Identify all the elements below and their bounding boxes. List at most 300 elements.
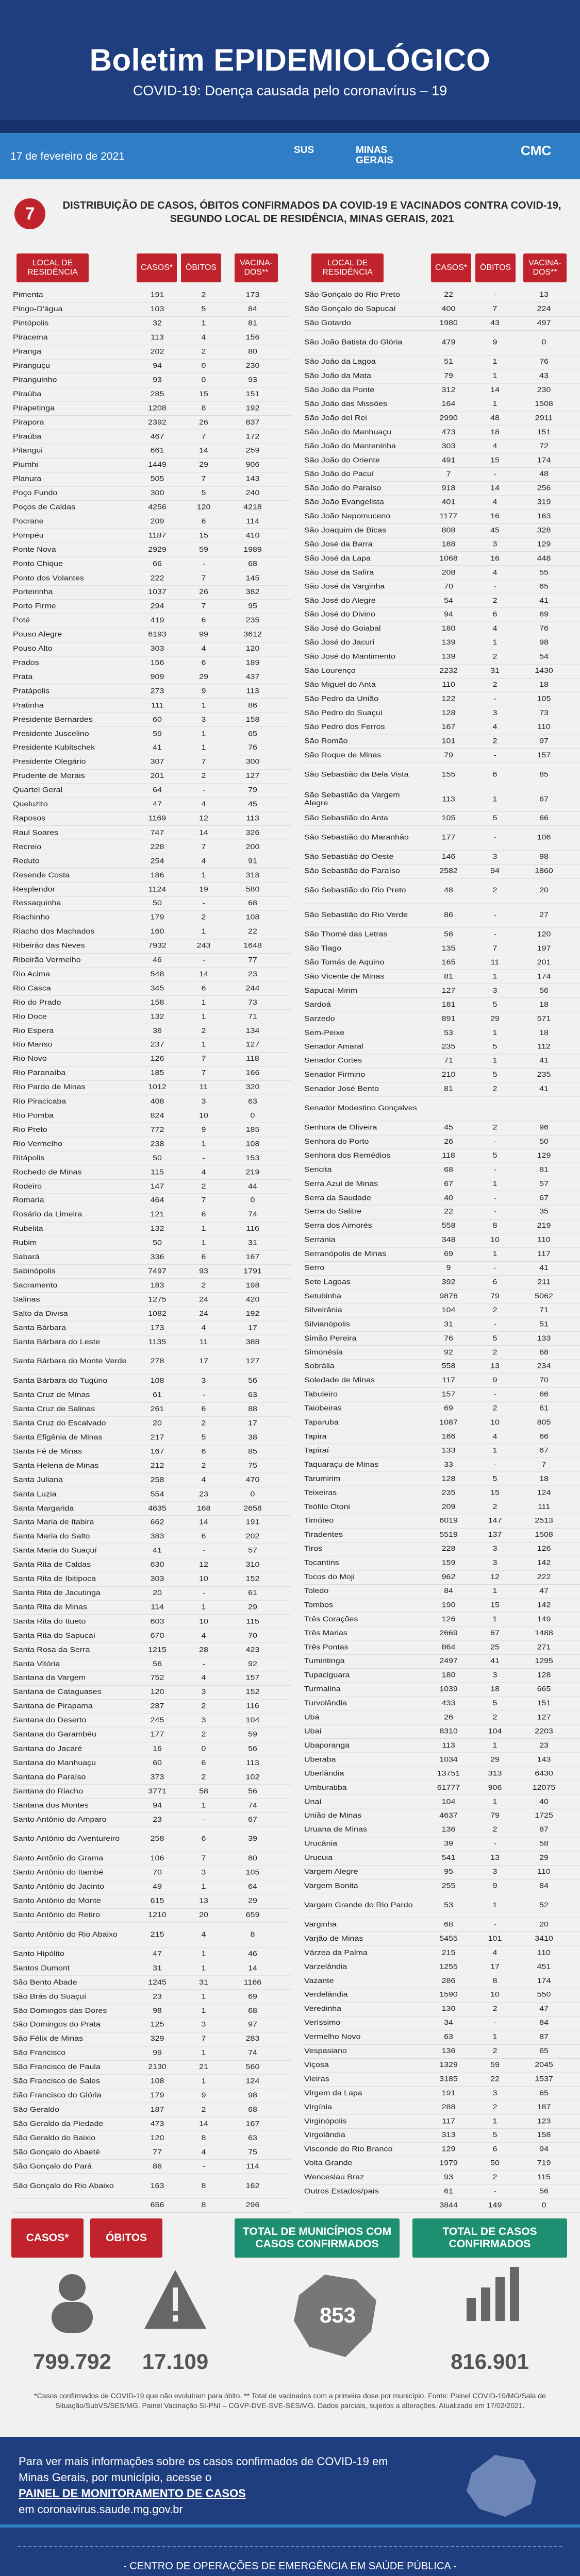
cell-casos: 45	[444, 1124, 453, 1132]
table-row	[304, 1795, 580, 1809]
cell-obitos: 1	[201, 2049, 206, 2057]
cell-vacinados: 192	[245, 404, 260, 412]
cell-vacinados: 81	[539, 1166, 549, 1174]
cell-obitos: 149	[488, 2201, 502, 2210]
cell-casos: 345	[150, 985, 164, 992]
cell-name: Pocrane	[13, 517, 44, 526]
table-row	[13, 755, 291, 769]
cell-vacinados: 134	[245, 1027, 260, 1035]
cell-obitos: 2	[201, 1702, 206, 1710]
panel-text	[19, 2453, 410, 2517]
cell-casos: 1068	[439, 554, 458, 563]
cell-vacinados: 67	[248, 1816, 257, 1823]
cell-vacinados: 41	[539, 597, 549, 605]
cell-name: Sericita	[304, 1166, 332, 1174]
table-row	[304, 397, 580, 411]
cell-obitos: -	[493, 1138, 496, 1146]
cell-name: Resende Costa	[13, 871, 70, 879]
cell-name: Serrania	[304, 1236, 336, 1244]
table-row	[13, 1279, 291, 1293]
cell-name: Pingo-D'água	[13, 306, 63, 313]
cell-name: Ribeirão das Neves	[13, 942, 85, 950]
cell-vacinados: 57	[539, 1180, 549, 1188]
cell-obitos: 6	[492, 1278, 498, 1286]
table-row	[13, 670, 291, 684]
table-row	[304, 426, 580, 439]
section-title: DISTRIBUIÇÃO DE CASOS, ÓBITOS CONFIRMADOS DA COVID-19 E VACINADOS CONTRA COVID-19, SEGUNDO LOCAL DE RESIDÊNCIA, MINAS GERAIS, 2021	[62, 200, 561, 225]
cell-name: Pompéu	[13, 532, 44, 539]
table-row	[304, 1946, 580, 1960]
cell-vacinados: 0	[250, 1112, 255, 1120]
table-row	[13, 515, 291, 529]
cell-vacinados: 192	[245, 1310, 260, 1318]
cell-name: Riacho dos Machados	[13, 928, 95, 936]
table-row	[13, 1038, 291, 1052]
cell-vacinados: 187	[537, 2103, 551, 2111]
cell-obitos: -	[493, 291, 496, 299]
cell-casos: 50	[153, 1239, 162, 1247]
dashboard-link[interactable]: PAINEL DE MONITORAMENTO DE CASOS	[19, 2487, 246, 2500]
cell-obitos: 16	[490, 554, 500, 563]
cell-vacinados: 320	[245, 1083, 260, 1091]
cell-vacinados: 7	[541, 1461, 546, 1469]
cell-obitos: -	[202, 786, 205, 794]
cell-vacinados: 110	[537, 1868, 551, 1876]
cell-casos: 1449	[148, 461, 167, 469]
cell-vacinados: 665	[537, 1685, 551, 1693]
cell-name: São João Evangelista	[304, 498, 384, 506]
cell-vacinados: 31	[248, 1239, 257, 1247]
cell-name: São João do Paraíso	[304, 484, 382, 492]
cell-obitos: 6	[201, 617, 206, 624]
cell-name: Virgem da Lapa	[304, 2089, 362, 2097]
cell-name: Teixeiras	[304, 1489, 337, 1497]
table-row	[304, 762, 580, 787]
cell-name: São João do Pacuí	[304, 470, 374, 478]
cell-casos: 167	[441, 723, 456, 731]
cell-obitos: -	[493, 1461, 496, 1469]
cell-name: Prudente de Morais	[13, 772, 85, 780]
cell-obitos: 8	[201, 2182, 206, 2190]
cell-vacinados: 46	[248, 1950, 257, 1958]
cell-obitos: 29	[199, 461, 208, 469]
panel-text-2: em coronavirus.saude.mg.gov.br	[19, 2503, 183, 2516]
cell-name: Sacramento	[13, 1281, 58, 1290]
cell-casos: 113	[442, 795, 455, 803]
cell-vacinados: 80	[248, 348, 257, 356]
cell-name: Pouso Alto	[13, 645, 53, 653]
table-row	[304, 1082, 580, 1096]
cell-name: Tarumirim	[304, 1475, 341, 1483]
cell-casos: 46	[153, 956, 162, 964]
table-row	[13, 1601, 291, 1615]
cell-casos: 129	[441, 2145, 456, 2154]
cell-name: São Sebastião do Anta	[304, 815, 388, 822]
cell-obitos: 2	[492, 1714, 498, 1721]
table-row	[13, 1947, 291, 1961]
table-row	[13, 543, 291, 557]
cell-casos: 61777	[437, 1784, 460, 1792]
cell-casos: 139	[441, 653, 456, 661]
cell-obitos: 3	[201, 1869, 206, 1877]
cell-casos: 1124	[148, 885, 167, 893]
cell-name: Varginha	[304, 1921, 337, 1929]
cell-vacinados: 318	[245, 871, 260, 879]
cell-name: São Domingos das Dores	[13, 2007, 107, 2014]
cell-casos: 670	[150, 1632, 164, 1640]
cell-vacinados: 172	[245, 433, 260, 440]
cell-obitos: 1	[492, 1615, 498, 1623]
cell-obitos: 67	[490, 1629, 500, 1637]
table-row	[13, 1629, 291, 1643]
cell-obitos: -	[493, 2188, 496, 2195]
cell-obitos: -	[202, 1589, 205, 1597]
cell-casos: 278	[150, 1358, 164, 1365]
cell-obitos: 3	[492, 1868, 498, 1876]
cell-name: Poços de Caldas	[13, 503, 75, 512]
cell-casos: 258	[150, 1835, 164, 1843]
cell-casos: 215	[150, 1930, 164, 1939]
cell-name: Santa Luzia	[13, 1490, 57, 1498]
cell-obitos: -	[493, 583, 496, 590]
cell-obitos: 11	[199, 1083, 208, 1091]
cell-casos: 752	[150, 1674, 164, 1682]
cell-casos: 630	[150, 1561, 164, 1569]
cell-casos: 336	[150, 1253, 164, 1261]
table-row	[13, 2160, 291, 2174]
cell-vacinados: 8	[250, 1930, 255, 1939]
cell-obitos: 3	[492, 540, 498, 548]
cell-vacinados: 56	[539, 2188, 549, 2195]
table-row	[13, 1123, 291, 1137]
cell-name: São Geraldo do Baixio	[13, 2134, 96, 2142]
cell-casos: 121	[150, 1211, 164, 1218]
cell-name: São Tomás de Aquino	[304, 959, 385, 967]
cell-casos: 36	[153, 1027, 162, 1035]
cell-vacinados: 328	[537, 527, 551, 534]
cell-name: Prata	[13, 673, 33, 681]
cell-casos: 464	[150, 1196, 164, 1205]
cell-vacinados: 153	[245, 1154, 260, 1162]
cell-obitos: -	[202, 900, 205, 907]
cell-obitos: 2	[201, 1281, 206, 1290]
table-row	[13, 2174, 291, 2198]
table-row	[304, 2171, 580, 2185]
table-row	[304, 636, 580, 650]
cell-vacinados: 56	[248, 1745, 257, 1753]
table-row	[13, 1770, 291, 1784]
cell-name: Resplendor	[13, 885, 55, 893]
cell-name: Santana do Manhuaçu	[13, 1759, 96, 1767]
cell-obitos: 2	[492, 1503, 498, 1511]
table-row	[304, 1486, 580, 1500]
cell-name: São João da Ponte	[304, 386, 375, 394]
table-row	[13, 1714, 291, 1728]
table-row	[304, 1026, 580, 1040]
cell-vacinados: 1791	[243, 1267, 262, 1275]
cell-vacinados: 68	[248, 2106, 257, 2114]
sus-logo: SUS	[294, 145, 314, 156]
cell-name: Tocos do Moji	[304, 1573, 355, 1581]
cell-vacinados: 224	[537, 305, 551, 313]
cell-vacinados: 133	[537, 1334, 551, 1342]
table-row	[304, 1012, 580, 1026]
table-row	[304, 1096, 580, 1121]
cell-obitos: 1	[201, 744, 206, 752]
cell-name: São João Nepomuceno	[304, 512, 391, 520]
cell-vacinados: 68	[539, 1348, 549, 1357]
cell-name: Santa Cruz de Salinas	[13, 1405, 95, 1413]
cell-vacinados: 88	[248, 1405, 257, 1413]
cell-obitos: -	[493, 1391, 496, 1398]
cell-obitos: 14	[490, 386, 500, 394]
cell-name: Senador Cortes	[304, 1057, 362, 1065]
table-row	[13, 1024, 291, 1038]
cell-vacinados: 18	[539, 1475, 549, 1483]
cell-obitos: 313	[488, 1770, 502, 1777]
cell-name: Santo Antônio do Grama	[13, 1854, 104, 1862]
cell-obitos: 2	[492, 1404, 498, 1413]
cell-name: Taparuba	[304, 1418, 339, 1427]
table-row	[13, 1686, 291, 1700]
cell-obitos: 4	[201, 1324, 206, 1332]
cell-vacinados: 39	[248, 1835, 257, 1843]
cell-name: Reduto	[13, 857, 40, 865]
table-row	[304, 1697, 580, 1711]
obitos-label: ÓBITOS	[90, 2218, 162, 2258]
cell-name: São João do Oriente	[304, 456, 380, 464]
cell-vacinados: 44	[248, 1182, 257, 1191]
cell-casos: 128	[441, 709, 456, 717]
table-row	[304, 482, 580, 496]
table-row	[13, 459, 291, 472]
casos-label: CASOS*	[11, 2218, 84, 2258]
cell-casos: 212	[150, 1462, 164, 1470]
cell-casos: 1245	[148, 1978, 167, 1987]
cell-vacinados: 198	[245, 1281, 260, 1290]
cell-vacinados: 70	[248, 1632, 257, 1640]
cell-name: Taquaraçu de Minas	[304, 1461, 379, 1469]
cell-casos: 190	[441, 1601, 456, 1609]
cell-vacinados: 66	[539, 1433, 549, 1440]
cell-obitos: 41	[490, 1657, 500, 1665]
cell-vacinados: 113	[246, 815, 259, 823]
cell-vacinados: 68	[248, 900, 257, 907]
cell-vacinados: 2911	[535, 414, 553, 422]
table-row	[13, 1081, 291, 1095]
cell-casos: 1034	[439, 1756, 458, 1764]
cell-obitos: -	[202, 560, 205, 568]
cell-obitos: 25	[490, 1643, 500, 1651]
cell-casos: 300	[150, 489, 164, 497]
table-row	[304, 903, 580, 928]
table-row	[13, 1375, 291, 1388]
cell-name: Senador José Bento	[304, 1085, 379, 1093]
cell-vacinados: 0	[250, 1490, 255, 1498]
cell-vacinados: 116	[246, 1702, 259, 1710]
cell-obitos: 4	[201, 2148, 206, 2156]
cell-obitos: 1	[201, 1992, 206, 2001]
cell-casos: 77	[153, 2148, 162, 2156]
cell-vacinados: 167	[245, 1253, 260, 1261]
cell-obitos: 2	[201, 291, 206, 299]
cell-name: São Sebastião do Oeste	[304, 853, 394, 861]
cell-obitos: 14	[490, 484, 500, 492]
table-row	[304, 1191, 580, 1205]
cell-obitos: 5	[201, 489, 206, 497]
cell-name: Santana dos Montes	[13, 1801, 89, 1809]
cell-casos: 1590	[439, 1991, 458, 1999]
cell-obitos: 1	[201, 2077, 206, 2086]
header-obitos-right: ÓBITOS	[475, 253, 516, 282]
cell-vacinados: 142	[537, 1601, 551, 1609]
cell-name: Turmalina	[304, 1685, 341, 1693]
cell-name: Veríssimo	[304, 2019, 341, 2027]
cell-name: São José do Mantimento	[304, 653, 395, 661]
cell-casos: 94	[153, 1801, 162, 1809]
cell-vacinados: 114	[246, 517, 259, 526]
cell-casos: 60	[153, 1759, 162, 1767]
table-row	[304, 1219, 580, 1233]
table-row	[13, 1459, 291, 1473]
cell-obitos: 2	[492, 1085, 498, 1093]
cell-name: Santa Rita de Minas	[13, 1603, 88, 1612]
cell-casos: 133	[441, 1447, 456, 1454]
cell-obitos: 12	[199, 815, 208, 823]
cell-vacinados: 38	[248, 1433, 257, 1442]
cell-vacinados: 75	[248, 2148, 257, 2156]
cell-obitos: 2	[492, 2174, 498, 2181]
cell-vacinados: 104	[245, 1717, 260, 1724]
cell-name: São José do Divino	[304, 611, 375, 619]
table-row	[13, 1615, 291, 1629]
cell-name: Santo Antônio do Jacinto	[13, 1883, 105, 1891]
table-row	[13, 1445, 291, 1459]
cell-casos: 51	[444, 358, 453, 366]
cell-casos: 79	[444, 751, 453, 759]
cell-casos: 67	[444, 1180, 453, 1188]
cell-vacinados: 43	[539, 372, 549, 380]
cell-vacinados: 230	[245, 362, 260, 370]
cell-casos: 909	[150, 673, 164, 681]
table-row	[304, 1514, 580, 1528]
cell-obitos: 1	[201, 871, 206, 879]
cell-name: São Bento Abade	[13, 1978, 77, 1987]
cell-name: São Pedro do Suaçuí	[304, 709, 383, 717]
table-row	[304, 812, 580, 826]
cell-casos: 56	[153, 1660, 162, 1668]
cell-casos: 104	[441, 1798, 456, 1806]
table-row	[13, 416, 291, 430]
cell-vacinados: 72	[539, 442, 549, 450]
cell-name: São Vicente de Minas	[304, 973, 385, 980]
cell-vacinados: 67	[539, 1447, 549, 1454]
cell-vacinados: 98	[539, 853, 549, 861]
cell-obitos: 1	[201, 1883, 206, 1891]
cell-name: São José do Alegre	[304, 597, 376, 605]
cell-vacinados: 571	[537, 1015, 551, 1023]
cell-vacinados: 67	[539, 795, 549, 803]
cell-name: Prados	[13, 659, 39, 667]
table-row	[304, 468, 580, 482]
cell-obitos: 16	[490, 512, 500, 520]
cell-obitos: -	[202, 1154, 205, 1162]
cell-vacinados: 20	[539, 1921, 549, 1929]
table-row	[13, 699, 291, 713]
cell-casos: 235	[441, 1489, 456, 1497]
cell-name: Presidente Kubitschek	[13, 744, 95, 752]
table-row	[304, 1054, 580, 1068]
table-row	[304, 1809, 580, 1823]
cell-vacinados: 152	[245, 1688, 260, 1696]
cell-obitos: 6	[201, 1759, 206, 1767]
cell-vacinados: 145	[245, 574, 260, 582]
cell-vacinados: 66	[539, 815, 549, 822]
cell-obitos: 50	[490, 2159, 500, 2167]
cell-casos: 183	[150, 1281, 164, 1290]
cell-casos: 2929	[148, 546, 167, 554]
cell-vacinados: 40	[539, 1798, 549, 1806]
cell-vacinados: 1860	[535, 867, 553, 875]
header-local-right: LOCAL DE RESIDÊNCIA	[311, 253, 384, 282]
table-row	[13, 1923, 291, 1947]
cell-obitos: 6	[201, 659, 206, 667]
cell-vacinados: 65	[539, 2047, 549, 2055]
cell-casos: 47	[153, 801, 162, 808]
table-row	[304, 1879, 580, 1893]
cmc-logo: CMC	[521, 143, 552, 158]
bar-chart-icon	[461, 2262, 523, 2324]
cell-obitos: 29	[490, 1756, 500, 1764]
table-row	[13, 812, 291, 826]
cell-obitos: 1	[201, 319, 206, 328]
cell-name: Santo Antônio do Aventureiro	[13, 1835, 120, 1843]
table-row	[304, 1303, 580, 1317]
cell-obitos: 5	[492, 1152, 498, 1160]
cell-name: Senador Modestino Gonçalves	[304, 1104, 417, 1112]
cell-vacinados: 174	[537, 1977, 551, 1985]
table-row	[13, 869, 291, 883]
cell-casos: 120	[150, 2134, 164, 2142]
table-row	[13, 2103, 291, 2117]
cell-casos: 615	[150, 1897, 164, 1905]
cell-casos: 115	[151, 1168, 164, 1176]
cell-name: Planura	[13, 475, 42, 483]
cell-name: Ressaquinha	[13, 900, 61, 907]
cell-obitos: 13	[490, 1362, 500, 1370]
cell-name: Sabinópolis	[13, 1267, 56, 1275]
cell-name: Sabará	[13, 1253, 40, 1261]
table-row	[13, 883, 291, 896]
cell-vacinados: 2045	[535, 2061, 553, 2069]
cell-casos: 61	[444, 2188, 453, 2195]
cell-obitos: 18	[490, 1685, 500, 1693]
cell-vacinados: 423	[245, 1646, 260, 1654]
cell-vacinados: 127	[245, 1358, 260, 1365]
table-row	[13, 1961, 291, 1975]
cell-obitos: 1	[492, 795, 498, 803]
bulletin-date: 17 de fevereiro de 2021	[10, 150, 125, 162]
cell-name: Vespasiano	[304, 2047, 347, 2055]
cell-obitos: 24	[199, 1296, 208, 1303]
table-row	[304, 1584, 580, 1598]
cell-vacinados: 65	[248, 730, 257, 738]
cell-casos: 4637	[439, 1812, 458, 1820]
people-icon	[31, 2267, 113, 2334]
cell-vacinados: 14	[248, 1964, 257, 1972]
cell-name: Senhora de Oliveira	[304, 1124, 377, 1132]
cell-obitos: -	[493, 1194, 496, 1202]
